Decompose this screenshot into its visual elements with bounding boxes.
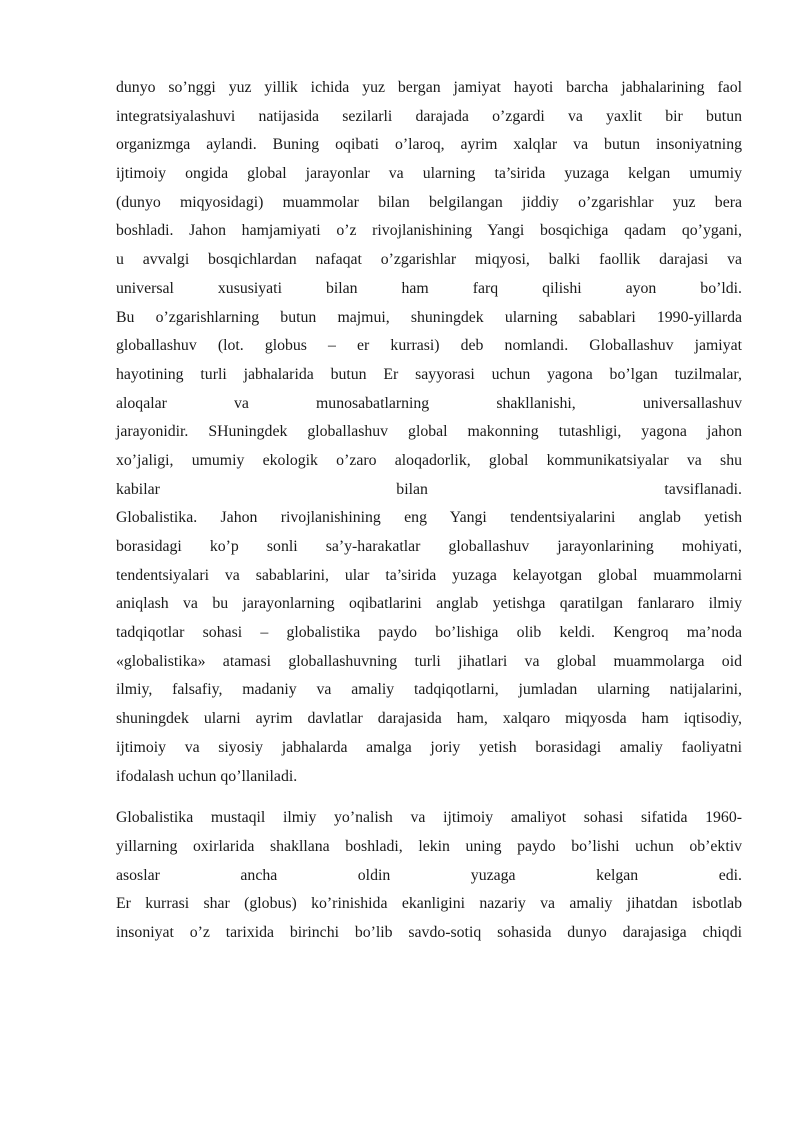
text-line: xo’jaligi, umumiy ekologik o’zaro aloqadorlik, global kommunikatsiyalar va shu [116, 451, 742, 469]
text-line: globallashuv (lot. globus – er kurrasi) deb nomlandi. Globallashuv jamiyat [116, 337, 742, 355]
body-text [116, 74, 742, 948]
text-line: borasidagi ko’p sonli sa’y-harakatlar globallashuv jarayonlarining mohiyati, [116, 538, 742, 555]
text-line: aniqlash va bu jarayonlarning oqibatlarini anglab yetishga qaratilgan fanlararo ilmiy [116, 595, 742, 613]
text-line: Bu o’zgarishlarning butun majmui, shuningdek ularning sabablari 1990-yillarda [116, 308, 742, 326]
text-line: (dunyo miqyosidagi) muammolar bilan belgilangan jiddiy o’zgarishlar yuz bera [116, 193, 742, 211]
text-line: integratsiyalashuvi natijasida sezilarli darajada o’zgardi va yaxlit bir butun [116, 107, 742, 125]
text-line: yillarning oxirlarida shakllana boshladi, lekin uning paydo bo’lishi uchun ob’ektiv [116, 837, 742, 855]
text-line: ilmiy, falsafiy, madaniy va amaliy tadqiqotlarni, jumladan ularning natijalarini, [116, 681, 742, 699]
text-line: universal xususiyati bilan ham farq qilishi ayon bo’ldi. [116, 279, 742, 297]
text-line: ijtimoiy va siyosiy jabhalarda amalga joriy yetish borasidagi amaliy faoliyatni [116, 738, 742, 756]
text-line: Er kurrasi shar (globus) ko’rinishida ekanligini nazariy va amaliy jihatdan isbotlab [116, 895, 742, 913]
text-line: tendentsiyalari va sabablarini, ular ta’sirida yuzaga kelayotgan global muammolarni [116, 566, 742, 584]
text-line: jarayonidir. SHuningdek globallashuv global makonning tutashligi, yagona jahon [116, 423, 742, 441]
text-line: insoniyat o’z tarixida birinchi bo’lib savdo-sotiq sohasida dunyo darajasiga chiqdi [116, 923, 742, 941]
text-line: organizmga aylandi. Buning oqibati o’laroq, ayrim xalqlar va butun insoniyatning [116, 136, 742, 154]
text-line: ifodalash uchun qo’llaniladi. [116, 767, 298, 785]
text-line: hayotining turli jabhalarida butun Er sayyorasi uchun yagona bo’lgan tuzilmalar, [116, 365, 742, 383]
text-line: u avvalgi bosqichlardan nafaqat o’zgarishlar miqyosi, balki faollik darajasi va [116, 251, 742, 269]
text-line: ijtimoiy ongida global jarayonlar va ularning ta’sirida yuzaga kelgan umumiy [116, 165, 742, 183]
text-line: aloqalar va munosabatlarning shakllanishi, universallashuv [116, 394, 742, 412]
text-line: boshladi. Jahon hamjamiyati o’z rivojlanishining Yangi bosqichiga qadam qo’ygani, [116, 222, 742, 240]
text-line: tadqiqotlar sohasi – globalistika paydo bo’lishiga olib keldi. Kengroq ma’noda [116, 624, 742, 642]
text-line: Globalistika. Jahon rivojlanishining eng Yangi tendentsiyalarini anglab yetish [116, 509, 742, 527]
text-line: kabilar bilan tavsiflanadi. [116, 480, 742, 498]
text-line: asoslar ancha oldin yuzaga kelgan edi. [116, 866, 742, 884]
text-line: Globalistika mustaqil ilmiy yo’nalish va ijtimoiy amaliyot sohasi sifatida 1960- [116, 809, 742, 827]
text-line: dunyo so’nggi yuz yillik ichida yuz bergan jamiyat hayoti barcha jabhalarining faol [116, 79, 742, 96]
text-line: «globalistika» atamasi globallashuvning turli jihatlari va global muammolarga oid [116, 652, 742, 670]
text-line: shuningdek ularni ayrim davlatlar darajasida ham, xalqaro miqyosda ham iqtisodiy, [116, 710, 742, 728]
